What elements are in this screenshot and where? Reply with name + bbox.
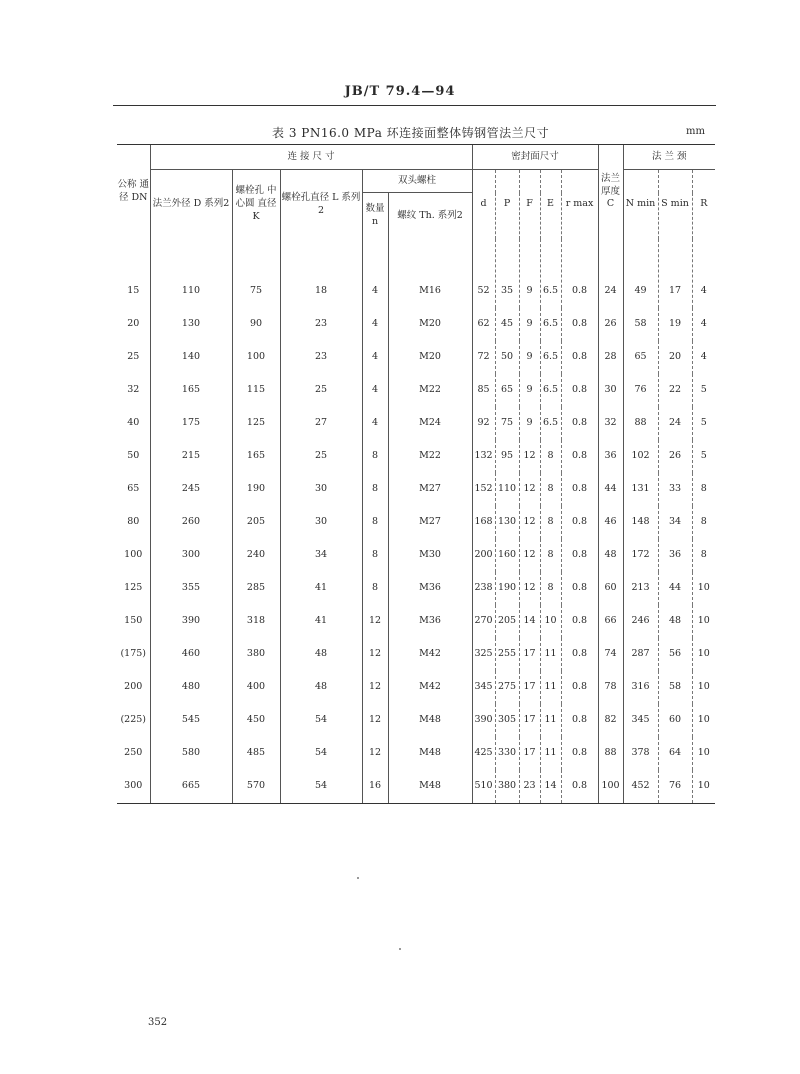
table-row xyxy=(117,407,715,440)
group-seal: 密封面尺寸 xyxy=(472,145,598,170)
cell-smin: 58 xyxy=(658,671,692,704)
table-row xyxy=(117,440,715,473)
cell-smin: 48 xyxy=(658,605,692,638)
cell-d: 92 xyxy=(472,407,495,440)
cell-p: 130 xyxy=(495,506,519,539)
cell-smin: 26 xyxy=(658,440,692,473)
cell-e: 8 xyxy=(540,473,561,506)
cell-K: 285 xyxy=(232,572,280,605)
cell-L: 23 xyxy=(280,341,362,374)
cell-d: 345 xyxy=(472,671,495,704)
cell-L: 30 xyxy=(280,473,362,506)
cell-f: 17 xyxy=(519,704,540,737)
cell-p: 205 xyxy=(495,605,519,638)
cell-p: 190 xyxy=(495,572,519,605)
cell-D: 165 xyxy=(150,374,232,407)
cell-c: 28 xyxy=(598,341,623,374)
cell-D: 130 xyxy=(150,308,232,341)
cell-c: 32 xyxy=(598,407,623,440)
cell-r: 10 xyxy=(692,605,715,638)
cell-f: 9 xyxy=(519,308,540,341)
cell-nmin: 58 xyxy=(623,308,658,341)
cell-c: 66 xyxy=(598,605,623,638)
cell-nmin: 213 xyxy=(623,572,658,605)
table-row xyxy=(117,341,715,374)
cell-dn: 250 xyxy=(124,747,143,759)
cell-L: 54 xyxy=(280,704,362,737)
cell-c: 74 xyxy=(598,638,623,671)
cell-f: 12 xyxy=(519,440,540,473)
cell-r: 10 xyxy=(692,737,715,770)
cell-c: 36 xyxy=(598,440,623,473)
cell-rmax: 0.8 xyxy=(561,704,598,737)
cell-L: 41 xyxy=(280,605,362,638)
cell-K: 450 xyxy=(232,704,280,737)
col-K: 螺栓孔 中心圆 直径 K xyxy=(232,170,280,240)
table-row xyxy=(117,473,715,506)
cell-p: 380 xyxy=(495,770,519,804)
cell-nmin: 88 xyxy=(623,407,658,440)
col-smin: S min xyxy=(658,170,692,240)
cell-nmin: 316 xyxy=(623,671,658,704)
cell-f: 12 xyxy=(519,506,540,539)
cell-smin: 19 xyxy=(658,308,692,341)
cell-d: 152 xyxy=(472,473,495,506)
cell-K: 318 xyxy=(232,605,280,638)
cell-p: 330 xyxy=(495,737,519,770)
cell-r: 10 xyxy=(692,671,715,704)
cell-th: M48 xyxy=(388,704,472,737)
cell-dn: (175) xyxy=(120,648,147,660)
cell-nmin: 345 xyxy=(623,704,658,737)
cell-c: 48 xyxy=(598,539,623,572)
cell-n: 16 xyxy=(362,770,388,804)
cell-L: 48 xyxy=(280,638,362,671)
document-header: JB/T 79.4—94 xyxy=(344,84,456,99)
cell-rmax: 0.8 xyxy=(561,473,598,506)
cell-th: M20 xyxy=(388,308,472,341)
cell-f: 9 xyxy=(519,407,540,440)
cell-rmax: 0.8 xyxy=(561,239,598,308)
cell-K: 485 xyxy=(232,737,280,770)
cell-d: 200 xyxy=(472,539,495,572)
cell-th: M42 xyxy=(388,671,472,704)
cell-f: 12 xyxy=(519,539,540,572)
cell-p: 75 xyxy=(495,407,519,440)
cell-c: 30 xyxy=(598,374,623,407)
cell-K: 125 xyxy=(232,407,280,440)
cell-dn: 25 xyxy=(127,351,140,363)
cell-c: 100 xyxy=(598,770,623,804)
table-row xyxy=(117,308,715,341)
cell-th: M48 xyxy=(388,770,472,804)
cell-smin: 60 xyxy=(658,704,692,737)
table-row xyxy=(117,770,715,804)
cell-d: 85 xyxy=(472,374,495,407)
cell-d: 72 xyxy=(472,341,495,374)
cell-p: 275 xyxy=(495,671,519,704)
cell-d: 168 xyxy=(472,506,495,539)
cell-L: 48 xyxy=(280,671,362,704)
cell-smin: 20 xyxy=(658,341,692,374)
group-neck: 法 兰 颈 xyxy=(623,145,715,170)
cell-dn: 150 xyxy=(124,615,143,627)
cell-r: 4 xyxy=(692,341,715,374)
cell-n: 12 xyxy=(362,737,388,770)
cell-smin: 76 xyxy=(658,770,692,804)
cell-D: 260 xyxy=(150,506,232,539)
cell-f: 17 xyxy=(519,671,540,704)
cell-dn: 80 xyxy=(127,516,140,528)
table-row xyxy=(117,638,715,671)
cell-r: 8 xyxy=(692,506,715,539)
cell-d: 325 xyxy=(472,638,495,671)
cell-n: 8 xyxy=(362,572,388,605)
cell-dn: 100 xyxy=(124,549,143,561)
cell-nmin: 287 xyxy=(623,638,658,671)
cell-n: 8 xyxy=(362,440,388,473)
cell-D: 545 xyxy=(150,704,232,737)
cell-rmax: 0.8 xyxy=(561,407,598,440)
cell-D: 215 xyxy=(150,440,232,473)
cell-K: 165 xyxy=(232,440,280,473)
cell-smin: 36 xyxy=(658,539,692,572)
cell-rmax: 0.8 xyxy=(561,638,598,671)
cell-e: 11 xyxy=(540,704,561,737)
cell-th: M24 xyxy=(388,407,472,440)
col-p: P xyxy=(495,170,519,240)
table-row xyxy=(117,572,715,605)
col-th: 螺纹 Th. 系列2 xyxy=(388,193,472,240)
header-rule xyxy=(113,105,716,106)
col-D: 法兰外径 D 系列2 xyxy=(150,170,232,240)
cell-dn: (225) xyxy=(120,714,147,726)
cell-D: 245 xyxy=(150,473,232,506)
cell-c: 24 xyxy=(598,239,623,308)
cell-rmax: 0.8 xyxy=(561,605,598,638)
table-row xyxy=(117,605,715,638)
cell-e: 6.5 xyxy=(540,407,561,440)
cell-c: 82 xyxy=(598,704,623,737)
cell-rmax: 0.8 xyxy=(561,671,598,704)
cell-th: M27 xyxy=(388,506,472,539)
cell-e: 6.5 xyxy=(540,374,561,407)
cell-r: 5 xyxy=(692,440,715,473)
scan-speck xyxy=(399,948,401,950)
cell-dn: 32 xyxy=(127,384,140,396)
header-row-2 xyxy=(117,170,715,193)
cell-f: 12 xyxy=(519,572,540,605)
cell-rmax: 0.8 xyxy=(561,539,598,572)
cell-f: 17 xyxy=(519,737,540,770)
cell-nmin: 76 xyxy=(623,374,658,407)
cell-rmax: 0.8 xyxy=(561,308,598,341)
table-row xyxy=(117,239,715,308)
cell-K: 75 xyxy=(232,239,280,308)
cell-n: 8 xyxy=(362,473,388,506)
cell-f: 12 xyxy=(519,473,540,506)
cell-rmax: 0.8 xyxy=(561,341,598,374)
cell-c: 44 xyxy=(598,473,623,506)
cell-nmin: 452 xyxy=(623,770,658,804)
cell-rmax: 0.8 xyxy=(561,737,598,770)
cell-dn: 300 xyxy=(117,770,150,804)
cell-rmax: 0.8 xyxy=(561,506,598,539)
cell-L: 30 xyxy=(280,506,362,539)
table-caption: 表 3 PN16.0 MPa 环连接面整体铸钢管法兰尺寸 xyxy=(272,126,550,140)
cell-K: 240 xyxy=(232,539,280,572)
cell-K: 570 xyxy=(232,770,280,804)
cell-d: 52 xyxy=(472,239,495,308)
cell-p: 305 xyxy=(495,704,519,737)
cell-e: 8 xyxy=(540,539,561,572)
cell-nmin: 49 xyxy=(623,239,658,308)
cell-dn: 200 xyxy=(124,681,143,693)
cell-L: 27 xyxy=(280,407,362,440)
cell-D: 580 xyxy=(150,737,232,770)
cell-e: 11 xyxy=(540,737,561,770)
cell-n: 8 xyxy=(362,539,388,572)
cell-smin: 64 xyxy=(658,737,692,770)
cell-th: M36 xyxy=(388,605,472,638)
page-number: 352 xyxy=(148,1017,168,1028)
cell-nmin: 131 xyxy=(623,473,658,506)
cell-K: 115 xyxy=(232,374,280,407)
cell-e: 11 xyxy=(540,638,561,671)
table-row xyxy=(117,506,715,539)
cell-r: 5 xyxy=(692,374,715,407)
cell-th: M22 xyxy=(388,374,472,407)
cell-p: 35 xyxy=(495,239,519,308)
cell-d: 270 xyxy=(472,605,495,638)
col-d: d xyxy=(472,170,495,240)
col-c: 法兰 厚度 C xyxy=(598,145,623,240)
cell-n: 8 xyxy=(362,506,388,539)
cell-D: 175 xyxy=(150,407,232,440)
col-n: 数量 n xyxy=(362,193,388,240)
cell-th: M30 xyxy=(388,539,472,572)
col-rmax: r max xyxy=(561,170,598,240)
cell-p: 45 xyxy=(495,308,519,341)
table-row xyxy=(117,374,715,407)
cell-D: 110 xyxy=(150,239,232,308)
cell-n: 12 xyxy=(362,704,388,737)
cell-nmin: 65 xyxy=(623,341,658,374)
cell-th: M36 xyxy=(388,572,472,605)
cell-K: 380 xyxy=(232,638,280,671)
cell-e: 6.5 xyxy=(540,341,561,374)
cell-c: 26 xyxy=(598,308,623,341)
cell-K: 190 xyxy=(232,473,280,506)
cell-K: 400 xyxy=(232,671,280,704)
cell-n: 12 xyxy=(362,605,388,638)
cell-nmin: 246 xyxy=(623,605,658,638)
cell-f: 9 xyxy=(519,239,540,308)
cell-r: 4 xyxy=(692,239,715,308)
cell-d: 62 xyxy=(472,308,495,341)
cell-L: 25 xyxy=(280,374,362,407)
cell-dn: 20 xyxy=(127,318,140,330)
cell-th: M27 xyxy=(388,473,472,506)
col-f: F xyxy=(519,170,540,240)
cell-e: 14 xyxy=(540,770,561,804)
cell-c: 46 xyxy=(598,506,623,539)
cell-d: 238 xyxy=(472,572,495,605)
header-row-1 xyxy=(117,145,715,170)
cell-dn: 15 xyxy=(127,285,140,297)
cell-d: 510 xyxy=(472,770,495,804)
cell-e: 11 xyxy=(540,671,561,704)
cell-p: 110 xyxy=(495,473,519,506)
table-row xyxy=(117,737,715,770)
cell-D: 460 xyxy=(150,638,232,671)
table-row xyxy=(117,704,715,737)
cell-K: 205 xyxy=(232,506,280,539)
cell-rmax: 0.8 xyxy=(561,770,598,804)
cell-rmax: 0.8 xyxy=(561,374,598,407)
cell-n: 12 xyxy=(362,638,388,671)
cell-p: 255 xyxy=(495,638,519,671)
cell-L: 34 xyxy=(280,539,362,572)
flange-dimension-table xyxy=(117,144,715,804)
cell-rmax: 0.8 xyxy=(561,440,598,473)
cell-p: 65 xyxy=(495,374,519,407)
cell-f: 23 xyxy=(519,770,540,804)
cell-d: 425 xyxy=(472,737,495,770)
cell-d: 132 xyxy=(472,440,495,473)
cell-L: 23 xyxy=(280,308,362,341)
cell-r: 4 xyxy=(692,308,715,341)
cell-n: 12 xyxy=(362,671,388,704)
cell-nmin: 148 xyxy=(623,506,658,539)
cell-dn: 65 xyxy=(127,483,140,495)
cell-f: 17 xyxy=(519,638,540,671)
cell-D: 300 xyxy=(150,539,232,572)
cell-th: M42 xyxy=(388,638,472,671)
cell-r: 10 xyxy=(692,638,715,671)
col-e: E xyxy=(540,170,561,240)
cell-dn: 50 xyxy=(127,450,140,462)
cell-smin: 56 xyxy=(658,638,692,671)
cell-e: 8 xyxy=(540,440,561,473)
cell-smin: 22 xyxy=(658,374,692,407)
cell-D: 390 xyxy=(150,605,232,638)
col-nmin: N min xyxy=(623,170,658,240)
table-row xyxy=(117,539,715,572)
cell-dn: 40 xyxy=(127,417,140,429)
cell-n: 4 xyxy=(362,341,388,374)
cell-smin: 44 xyxy=(658,572,692,605)
cell-f: 14 xyxy=(519,605,540,638)
cell-nmin: 172 xyxy=(623,539,658,572)
cell-smin: 24 xyxy=(658,407,692,440)
table-row xyxy=(117,671,715,704)
cell-f: 9 xyxy=(519,341,540,374)
cell-n: 4 xyxy=(362,239,388,308)
cell-e: 8 xyxy=(540,572,561,605)
cell-p: 95 xyxy=(495,440,519,473)
cell-e: 6.5 xyxy=(540,308,561,341)
cell-L: 54 xyxy=(280,737,362,770)
cell-rmax: 0.8 xyxy=(561,572,598,605)
scan-speck xyxy=(357,877,359,879)
group-connection: 连 接 尺 寸 xyxy=(150,145,472,170)
cell-D: 140 xyxy=(150,341,232,374)
cell-nmin: 102 xyxy=(623,440,658,473)
cell-th: M48 xyxy=(388,737,472,770)
cell-th: M16 xyxy=(388,239,472,308)
cell-p: 160 xyxy=(495,539,519,572)
cell-D: 665 xyxy=(150,770,232,804)
cell-c: 88 xyxy=(598,737,623,770)
cell-d: 390 xyxy=(472,704,495,737)
cell-c: 78 xyxy=(598,671,623,704)
cell-L: 25 xyxy=(280,440,362,473)
cell-th: M20 xyxy=(388,341,472,374)
cell-r: 10 xyxy=(692,704,715,737)
cell-K: 100 xyxy=(232,341,280,374)
cell-p: 50 xyxy=(495,341,519,374)
cell-r: 8 xyxy=(692,539,715,572)
cell-smin: 33 xyxy=(658,473,692,506)
cell-n: 4 xyxy=(362,407,388,440)
cell-r: 8 xyxy=(692,473,715,506)
cell-e: 6.5 xyxy=(540,239,561,308)
cell-e: 10 xyxy=(540,605,561,638)
cell-D: 355 xyxy=(150,572,232,605)
cell-D: 480 xyxy=(150,671,232,704)
cell-smin: 34 xyxy=(658,506,692,539)
table-unit: mm xyxy=(686,126,705,137)
cell-r: 10 xyxy=(692,572,715,605)
cell-f: 9 xyxy=(519,374,540,407)
cell-K: 90 xyxy=(232,308,280,341)
col-L: 螺栓孔直径 L 系列2 xyxy=(280,170,362,240)
cell-e: 8 xyxy=(540,506,561,539)
cell-nmin: 378 xyxy=(623,737,658,770)
cell-n: 4 xyxy=(362,374,388,407)
cell-smin: 17 xyxy=(658,239,692,308)
cell-dn: 125 xyxy=(124,582,143,594)
cell-L: 54 xyxy=(280,770,362,804)
group-stud-bolt: 双头螺柱 xyxy=(362,170,472,193)
cell-L: 41 xyxy=(280,572,362,605)
cell-c: 60 xyxy=(598,572,623,605)
cell-th: M22 xyxy=(388,440,472,473)
cell-r: 5 xyxy=(692,407,715,440)
cell-L: 18 xyxy=(280,239,362,308)
cell-r: 10 xyxy=(692,770,715,804)
cell-n: 4 xyxy=(362,308,388,341)
col-dn: 公称 通径 DN xyxy=(117,145,150,240)
col-r: R xyxy=(692,170,715,240)
